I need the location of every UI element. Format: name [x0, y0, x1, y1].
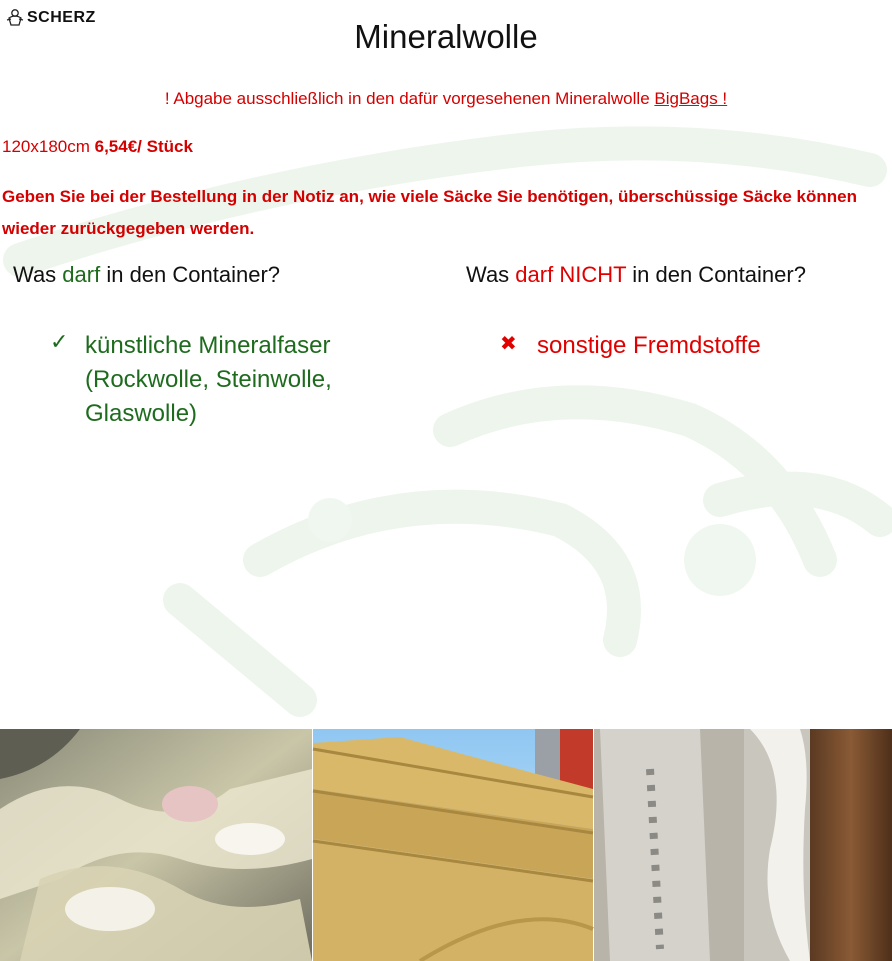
- cross-icon: ✖: [500, 333, 517, 355]
- bigbags-link[interactable]: BigBags: [654, 89, 718, 108]
- allowed-item-text: künstliche Mineralfaser (Rockwolle, Steinwolle, Glaswolle): [85, 332, 332, 427]
- forbidden-heading-post: in den Container?: [626, 262, 806, 287]
- allowed-heading: [13, 262, 280, 288]
- allowed-heading-post: in den Container?: [100, 262, 281, 287]
- page-title: Mineralwolle: [354, 18, 538, 55]
- bigbag-notice: [0, 89, 892, 109]
- price-line: [2, 137, 193, 157]
- price-size: 120x180cm: [2, 137, 95, 156]
- photo-insulated-pipe: [594, 729, 892, 961]
- forbidden-item-text: sonstige Fremdstoffe: [537, 332, 761, 359]
- forbidden-heading-pre: Was: [466, 262, 516, 287]
- notice-text-before: ! Abgabe ausschließlich in den dafür vorgesehenen Mineralwolle: [164, 89, 655, 108]
- price-value: 6,54€/ Stück: [94, 137, 193, 156]
- logo-text: SCHERZ: [27, 9, 96, 26]
- notice-text-after: !: [717, 89, 728, 108]
- photo-rock-wool-slabs: [313, 729, 593, 961]
- allowed-heading-pre: Was: [13, 262, 63, 287]
- forbidden-list-item: [500, 329, 761, 363]
- photo-strip: [0, 729, 892, 961]
- check-icon: ✓: [50, 329, 69, 354]
- allowed-heading-key: darf: [62, 262, 101, 287]
- photo-loose-glass-wool: [0, 729, 312, 961]
- forbidden-heading-key: darf NICHT: [515, 262, 627, 287]
- forbidden-heading: [466, 262, 806, 288]
- allowed-list-item: [50, 329, 375, 431]
- order-note: Geben Sie bei der Bestellung in der Notiz an, wie viele Säcke Sie benötigen, überschüssige Säcke können wieder zurückgegeben werden.: [2, 187, 857, 238]
